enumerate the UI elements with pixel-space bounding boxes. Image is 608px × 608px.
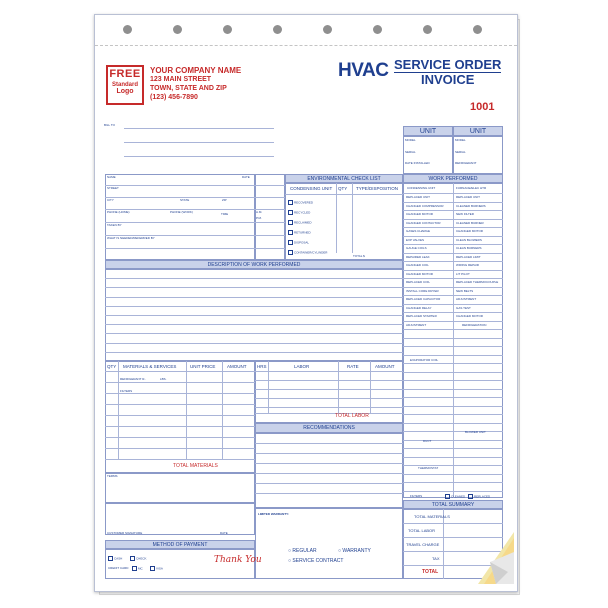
recommendations-box (255, 433, 403, 508)
payment-visa (150, 566, 163, 571)
grid-line (403, 278, 503, 279)
total-materials-label: TOTAL MATERIALS (173, 463, 218, 469)
description-title: DESCRIPTION OF WORK PERFORMED (105, 260, 403, 269)
standard-logo (106, 65, 144, 105)
grid-line (403, 210, 503, 211)
mat-header-unit-price: UNIT PRICE (190, 364, 216, 369)
wp-filters: FILTERS (410, 494, 423, 498)
env-header: QTY (338, 186, 348, 191)
grid-line (118, 361, 119, 459)
description-line (105, 324, 403, 325)
summary-materials: TOTAL MATERIALS (414, 514, 450, 519)
grid-line (255, 371, 403, 372)
grid-line (403, 346, 503, 347)
carbon-copy-corner (478, 532, 514, 584)
punch-hole (473, 25, 482, 34)
materials-line (105, 415, 255, 416)
grid-line (403, 457, 503, 458)
wp-item: CLEANED BURNERS (456, 203, 486, 208)
materials-line (105, 404, 255, 405)
wp-cleaned (445, 494, 465, 499)
env-check-title: ENVIRONMENTAL CHECK LIST (285, 174, 403, 183)
env-row (288, 200, 313, 205)
wp-item: REPLACED UNIT (406, 195, 431, 199)
punch-hole (223, 25, 232, 34)
grid-line (403, 202, 503, 203)
grid-line (403, 355, 503, 356)
description-line (105, 278, 403, 279)
recommendation-line (255, 453, 403, 454)
wp-item: EXP VALVES (406, 237, 425, 242)
checkbox[interactable] (108, 556, 113, 561)
field-taken-by: TAKEN BY (107, 223, 122, 227)
grid-line (105, 248, 285, 249)
terms-label: TERMS (107, 474, 118, 478)
title-invoice: INVOICE (420, 72, 475, 87)
materials-line (105, 393, 255, 394)
wp-evaporator: EVAPORATOR COIL (410, 358, 439, 362)
wp-item: CHANGED MOTOR (456, 314, 483, 318)
grid-line (453, 183, 454, 498)
checkbox[interactable] (445, 494, 450, 499)
field-pm: P.M. (256, 216, 262, 220)
field-am: A.M. (256, 210, 263, 214)
company-street: 123 MAIN STREET (150, 76, 212, 83)
field-phone-work: PHONE (WORK) (170, 210, 193, 214)
mat-header-qty: QTY (107, 364, 117, 369)
summary-labor: TOTAL LABOR (408, 528, 436, 533)
grid-line (403, 491, 503, 492)
materials-line (105, 426, 255, 427)
env-row-label: CONTAINER/CYLINDER (294, 250, 328, 255)
grid-line (403, 253, 503, 254)
field-contact: WHAT IS NEEDED/REFERRED BY (107, 236, 155, 240)
grid-line (403, 448, 503, 449)
warranty-warranty: ○ WARRANTY (338, 548, 371, 554)
grid-line (105, 197, 285, 198)
grid-line (403, 414, 503, 415)
wp-item: CLEAN BLOWERS (456, 237, 482, 242)
grid-line (443, 509, 444, 579)
description-line (105, 297, 403, 298)
grid-line (403, 193, 503, 194)
env-row-label: RECOVERED (294, 200, 314, 205)
grid-line (338, 361, 339, 413)
grid-line (403, 270, 503, 271)
description-line (105, 315, 403, 316)
wp-item: REPLACED UNIT (456, 195, 481, 199)
recommendations-title: RECOMMENDATIONS (255, 423, 403, 433)
grid-line (403, 389, 503, 390)
wp-item: CHANGED MOTOR (406, 212, 433, 216)
description-line (105, 333, 403, 334)
grid-line (105, 185, 285, 186)
env-header: CONDENSING UNIT (290, 186, 333, 191)
payment-title: METHOD OF PAYMENT (105, 540, 255, 549)
company-block (150, 66, 241, 102)
warranty-regular-label: REGULAR (292, 548, 317, 554)
grid-line (403, 321, 503, 322)
checkbox[interactable] (288, 240, 293, 245)
summary-title: TOTAL SUMMARY (403, 500, 503, 509)
grid-line (403, 236, 503, 237)
grid-line (403, 338, 503, 339)
grid-line (403, 423, 503, 424)
wp-duct: DUCT (423, 439, 432, 443)
wp-item: NEW FILTER (456, 212, 474, 216)
wp-item: GASES CHARGE (406, 229, 431, 233)
mat-header-materials: MATERIALS & SERVICES (123, 364, 177, 369)
punch-hole (123, 25, 132, 34)
checkbox[interactable] (130, 556, 135, 561)
env-row (288, 240, 309, 245)
grid-line (403, 372, 503, 373)
work-performed-title: WORK PERFORMED (403, 174, 503, 183)
grid-line (403, 304, 503, 305)
wp-item: GAS TEST (456, 305, 471, 310)
grid-line (186, 361, 187, 459)
field-name: NAME (107, 175, 116, 179)
wp-item: REPLACED LIMIT (456, 254, 481, 259)
payment-card: CREDIT CARD (108, 566, 129, 570)
env-row (288, 250, 327, 255)
description-line (105, 343, 403, 344)
wp-cleaned-label: CLEANED (451, 494, 466, 499)
recommendation-line (255, 473, 403, 474)
recommendation-line (255, 443, 403, 444)
grid-line (403, 523, 503, 524)
punch-hole (423, 25, 432, 34)
payment-check (130, 556, 147, 561)
wp-item: CHANGED COMPRESSOR (406, 203, 444, 208)
wp-replaced-label: REPLACED (474, 494, 491, 499)
checkbox[interactable] (288, 250, 293, 255)
company-phone: (123) 456-7890 (150, 94, 198, 101)
total-labor-label: TOTAL LABOR (335, 413, 369, 419)
summary-travel: TRAVEL CHARGE (406, 542, 440, 547)
env-row (288, 230, 311, 235)
wp-blower: BLOWER UNIT (465, 430, 486, 434)
env-row-label: RETURNED (294, 230, 311, 235)
warranty-service-contract: ○ SERVICE CONTRACT (288, 558, 344, 564)
date-label: DATE (220, 531, 228, 535)
summary-total: TOTAL (422, 569, 439, 575)
grid-line (403, 244, 503, 245)
warranty-title: LIMITED WARRANTY: (258, 512, 289, 516)
unit-field: SERIAL (455, 150, 466, 154)
company-city: TOWN, STATE AND ZIP (150, 85, 227, 92)
unit-header-2: UNIT (453, 126, 503, 136)
grid-line (403, 227, 503, 228)
grid-line (403, 287, 503, 288)
mat-filters: FILTERS (120, 389, 133, 393)
materials-line (105, 459, 255, 460)
wp-item: CLEAN BURNERS (456, 246, 482, 250)
company-name: YOUR COMPANY NAME (150, 66, 242, 75)
labor-line (255, 380, 403, 381)
grid-line (403, 440, 503, 441)
unit-header-1: UNIT (403, 126, 453, 136)
thank-you: Thank You (214, 555, 262, 565)
description-line (105, 352, 403, 353)
logo-standard: Standard (111, 82, 138, 88)
wp-col2-header: FURNACE/ELEC HTR (456, 186, 487, 190)
materials-line (105, 448, 255, 449)
grid-line (403, 397, 503, 398)
checkbox[interactable] (468, 494, 473, 499)
grid-line (403, 406, 503, 407)
mat-lbs: LBS. (160, 377, 167, 381)
wp-replaced (468, 494, 490, 499)
unit-field: MODEL (455, 138, 466, 142)
grid-line (403, 474, 503, 475)
grid-line (403, 295, 503, 296)
labor-header-hrs: HRS (257, 364, 267, 369)
logo-free: FREE (109, 68, 141, 80)
labor-line (255, 398, 403, 399)
labor-header-amount: AMOUNT (375, 364, 395, 369)
wp-item: ADJUSTMENT (406, 322, 427, 327)
payment-label: MC (138, 566, 143, 571)
punch-hole (273, 25, 282, 34)
grid-line (370, 361, 371, 413)
checkbox[interactable] (288, 200, 293, 205)
warranty-service-contract-label: SERVICE CONTRACT (292, 558, 344, 564)
wp-item: REPAIRED LEAK (406, 254, 430, 259)
env-header: TYPE/DISPOSITION (356, 186, 399, 191)
grid-line (255, 413, 403, 414)
wp-refrigeration: REFRIGERATION (462, 323, 487, 327)
logo-text: Logo (116, 88, 134, 95)
grid-line (403, 261, 503, 262)
wp-item: CLEANED BURNER (456, 220, 484, 225)
title-block (394, 58, 501, 87)
mat-refrigerant: REFRIGERANT R- (120, 377, 146, 381)
wp-item: WIRING REPAIR (456, 263, 479, 267)
payment-cash (108, 556, 122, 561)
description-line (105, 306, 403, 307)
unit-field: SERIAL (405, 150, 416, 154)
env-row (288, 220, 312, 225)
wp-item: CHANGED COIL (406, 263, 429, 267)
punch-hole (173, 25, 182, 34)
payment-label: CHECK (136, 556, 147, 561)
labor-line (255, 389, 403, 390)
materials-line (105, 382, 255, 383)
env-row-label: RECYCLED (294, 210, 311, 215)
grid-line (403, 312, 503, 313)
checkbox[interactable] (132, 566, 137, 571)
signature-label: CUSTOMER SIGNATURE (107, 531, 143, 535)
field-date: DATE (242, 175, 250, 179)
labor-line (255, 407, 403, 408)
field-zip: ZIP (222, 198, 227, 202)
perforation-line (95, 45, 517, 46)
checkbox[interactable] (288, 210, 293, 215)
warranty-warranty-label: WARRANTY (342, 548, 371, 554)
unit-field: MODEL (405, 138, 416, 142)
bill-to-label: BILL TO (104, 123, 115, 127)
env-row-label: DISPOSAL (294, 240, 310, 245)
wp-item: REPLACED THERMOCOUPLE (456, 280, 499, 284)
wp-item: LIT PILOT (456, 271, 470, 276)
wp-item: GAUGE COILS (406, 246, 427, 250)
grid-line (403, 219, 503, 220)
terms-box (105, 473, 255, 503)
wp-item: NEW BELTS (456, 288, 474, 293)
field-street: STREET (107, 186, 119, 190)
field-state: STATE (180, 198, 190, 202)
payment-label: CASH (114, 556, 123, 561)
invoice-number: 1001 (470, 101, 495, 113)
grid-line (403, 380, 503, 381)
summary-tax: TAX (432, 556, 440, 561)
recommendation-line (255, 463, 403, 464)
wp-item: CHANGED RELAY (406, 305, 432, 310)
materials-line (105, 437, 255, 438)
field-city: CITY (107, 198, 114, 202)
bill-to-line (124, 128, 274, 129)
title-hvac: HVAC (338, 60, 389, 81)
warranty-box (255, 508, 403, 579)
wp-thermostat: THERMOSTAT (418, 466, 439, 470)
wp-item: CHANGED MOTOR (406, 271, 433, 276)
recommendation-line (255, 483, 403, 484)
bill-to-line (124, 156, 274, 157)
warranty-regular: ○ REGULAR (288, 548, 317, 554)
labor-header-rate: RATE (347, 364, 359, 369)
wp-item: CHANGED MOTOR (456, 229, 483, 233)
wp-item: INSTALL CORE DRYER (406, 288, 439, 293)
checkbox[interactable] (150, 566, 155, 571)
punch-hole (373, 25, 382, 34)
labor-header-labor: LABOR (294, 364, 310, 369)
wp-item: REPLACED COIL (406, 280, 431, 284)
payment-label: VISA (156, 566, 163, 571)
wp-item: ADJUSTMENT (456, 297, 477, 301)
checkbox[interactable] (288, 220, 293, 225)
grid-line (268, 361, 269, 413)
recommendation-line (255, 493, 403, 494)
field-time: TIME (221, 212, 229, 216)
title-service-order: SERVICE ORDER (394, 57, 502, 72)
unit-field: REFRIGERANT (455, 161, 477, 165)
grid-line (403, 431, 503, 432)
env-total: TOTAL $ (353, 254, 365, 258)
env-row (288, 210, 310, 215)
punch-hole (323, 25, 332, 34)
wp-item: REPLACED STARTER (406, 314, 437, 318)
wp-item: REPLACED CAPACITOR (406, 297, 441, 301)
wp-item: CHANGED CONTACTOR (406, 220, 441, 225)
grid-line (403, 363, 503, 364)
checkbox[interactable] (288, 230, 293, 235)
grid-line (403, 329, 503, 330)
grid-line (222, 361, 223, 459)
grid-line (105, 222, 285, 223)
env-row-label: RECLAIMED (294, 220, 312, 225)
payment-mc (132, 566, 143, 571)
description-line (105, 287, 403, 288)
grid-line (105, 371, 255, 372)
field-phone-home: PHONE (HOME) (107, 210, 130, 214)
grid-line (403, 482, 503, 483)
mat-header-amount: AMOUNT (227, 364, 247, 369)
bill-to-line (124, 142, 274, 143)
wp-col1-header: CONDENSING UNIT (407, 186, 436, 190)
grid-line (285, 194, 403, 195)
unit-field: DATE INSTALLED (405, 161, 430, 165)
